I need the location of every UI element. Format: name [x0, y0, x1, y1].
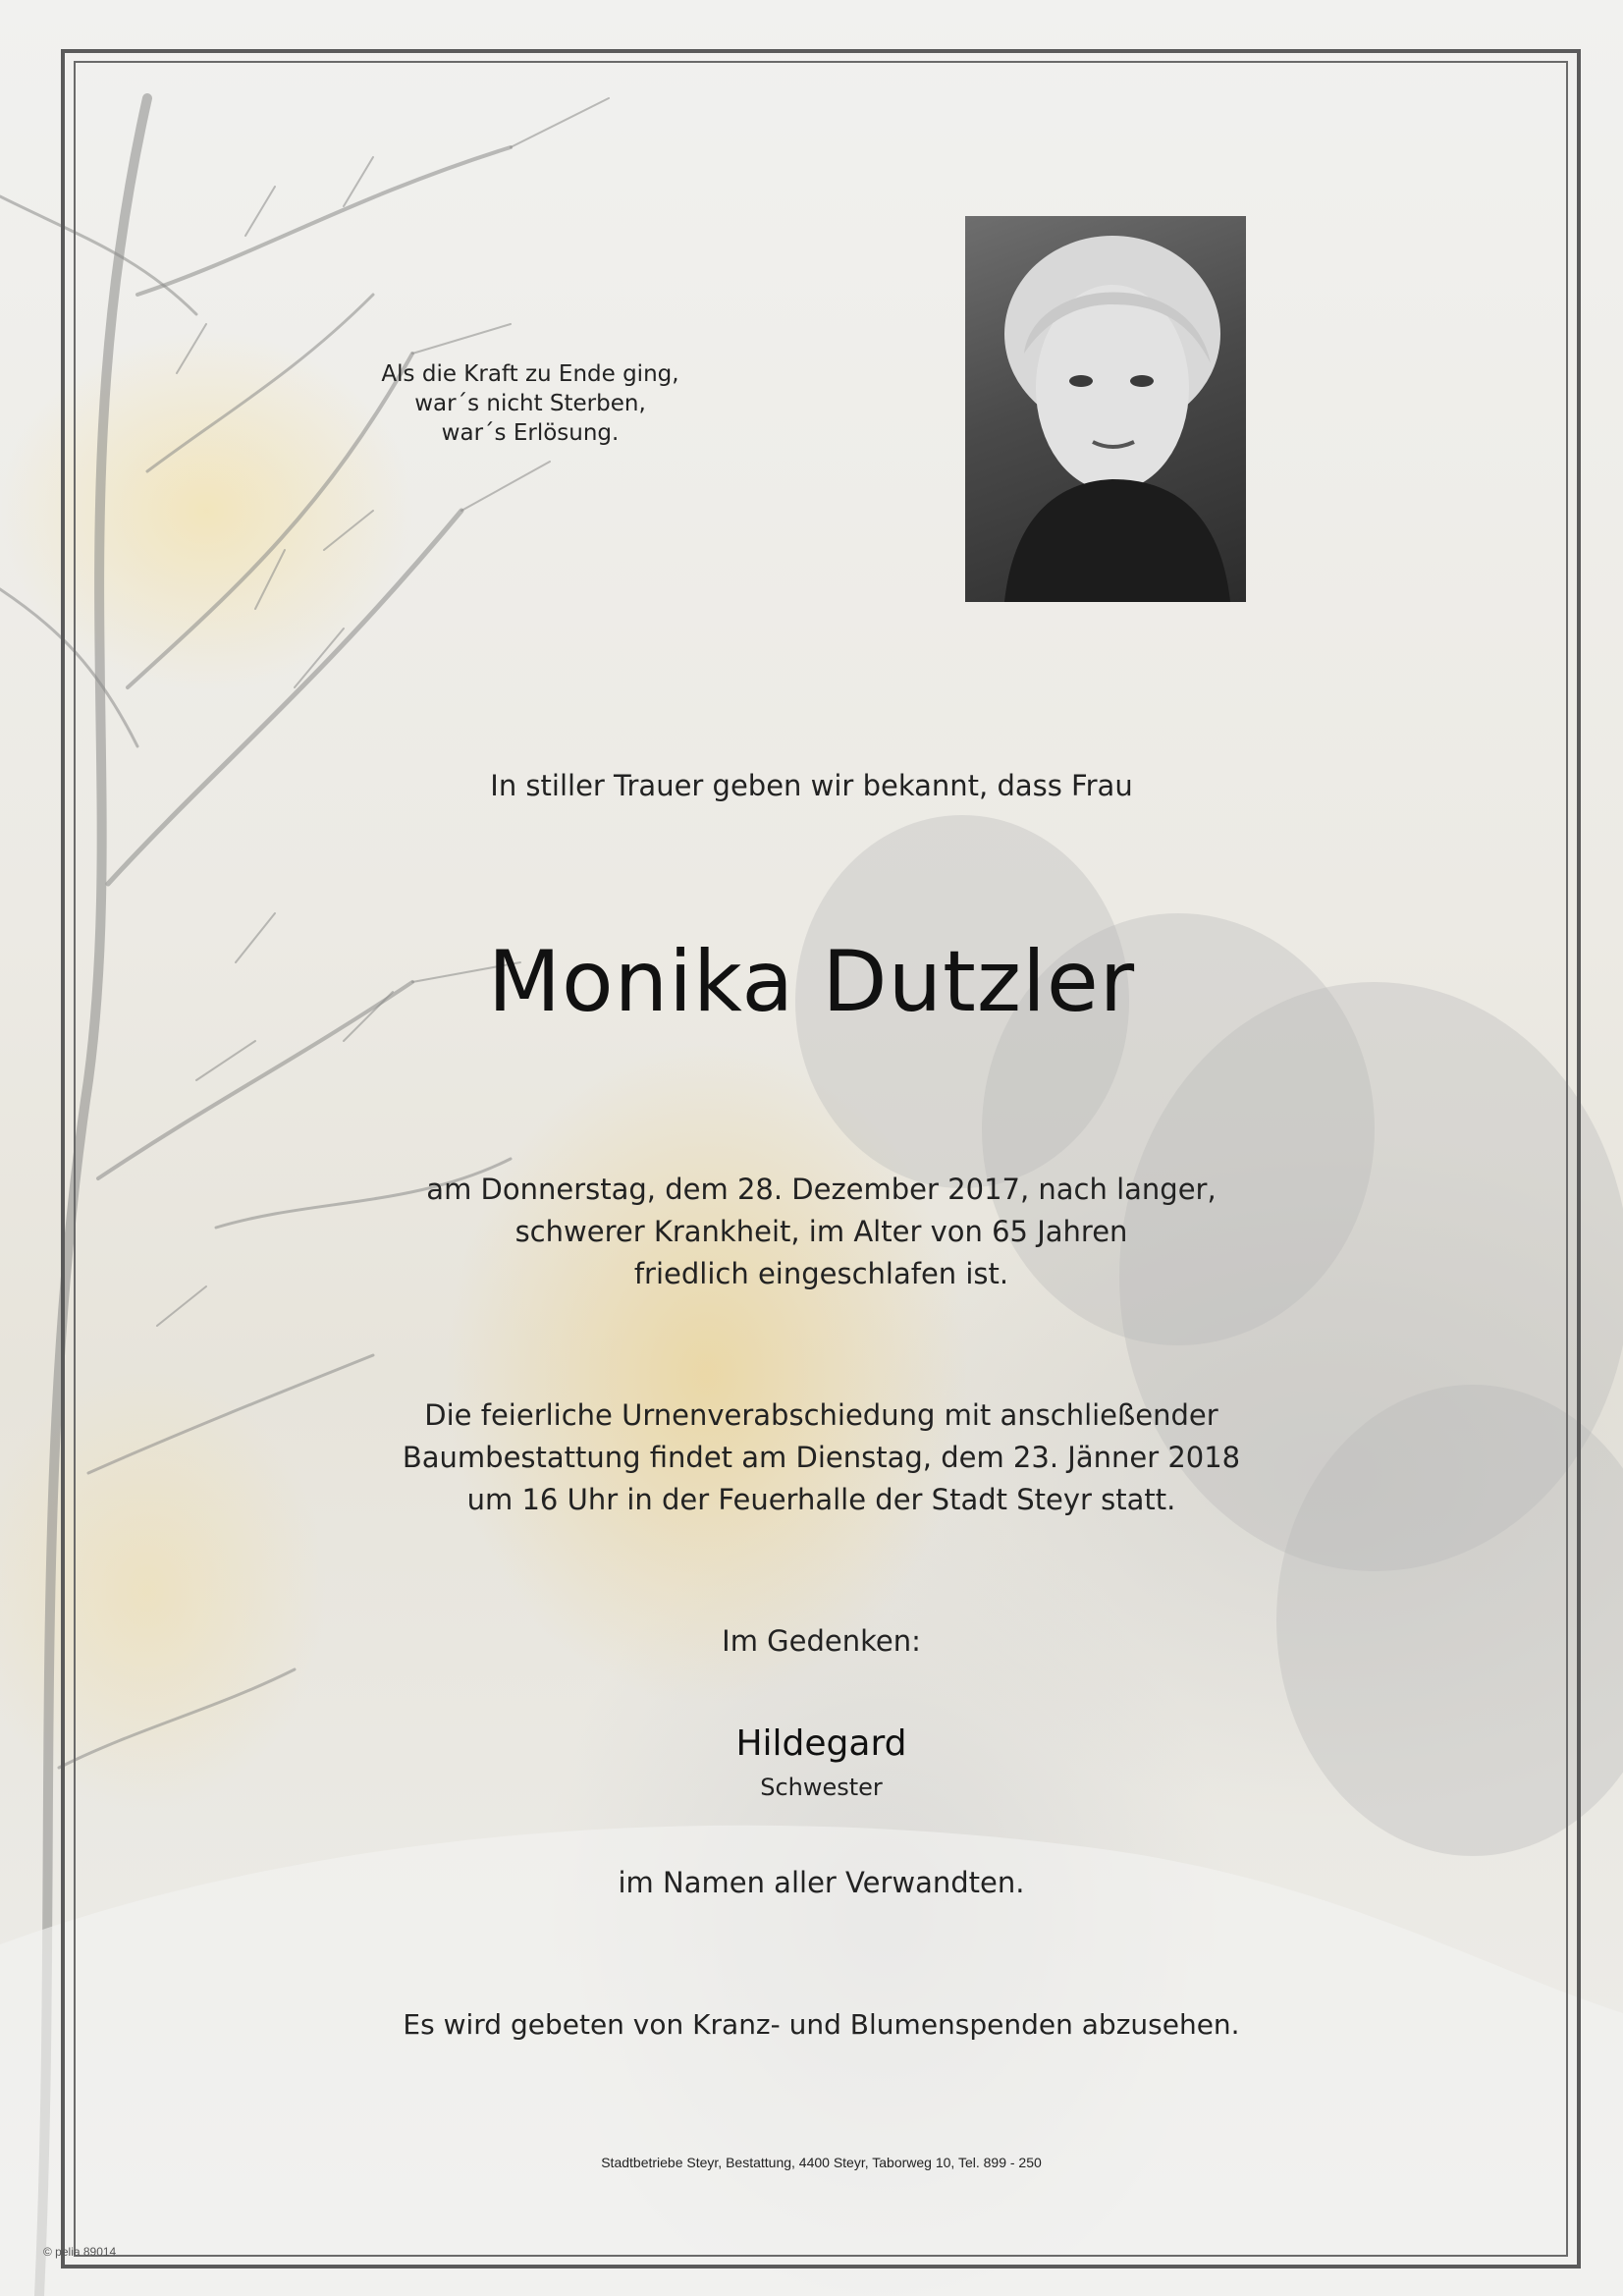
portrait-photo [965, 216, 1246, 602]
ceremony-line: um 16 Uhr in der Feuerhalle der Stadt Steyr statt. [466, 1483, 1176, 1516]
death-notice [10, 1169, 1623, 1295]
poem-line: Als die Kraft zu Ende ging, [381, 361, 679, 387]
footer-address: Stadtbetriebe Steyr, Bestattung, 4400 Steyr, Taborweg 10, Tel. 899 - 250 [601, 2155, 1042, 2170]
inner-frame [74, 61, 1568, 2257]
ceremony-info [10, 1394, 1623, 1521]
deceased-name: Monika Dutzler [487, 933, 1136, 1031]
death-notice-line: am Donnerstag, dem 28. Dezember 2017, nach langer, [426, 1173, 1217, 1206]
death-notice-line: schwerer Krankheit, im Alter von 65 Jahren [514, 1215, 1128, 1248]
relative-role: Schwester [760, 1774, 883, 1801]
flower-request: Es wird gebeten von Kranz- und Blumenspenden abzusehen. [403, 2008, 1240, 2041]
ceremony-line: Die feierliche Urnenverabschiedung mit anschließender [424, 1398, 1218, 1432]
ceremony-line: Baumbestattung findet am Dienstag, dem 23. Jänner 2018 [402, 1441, 1241, 1474]
poem-line: war´s nicht Sterben, [414, 391, 646, 416]
memory-label: Im Gedenken: [722, 1624, 921, 1658]
poem-quote [353, 359, 707, 448]
closing-text: im Namen aller Verwandten. [618, 1866, 1025, 1899]
relative-name: Hildegard [735, 1723, 907, 1764]
poem-line: war´s Erlösung. [441, 420, 620, 446]
death-notice-line: friedlich eingeschlafen ist. [633, 1257, 1009, 1290]
corner-code: © pelia 89014 [43, 2245, 117, 2259]
intro-text: In stiller Trauer geben wir bekannt, dass Frau [490, 769, 1133, 802]
